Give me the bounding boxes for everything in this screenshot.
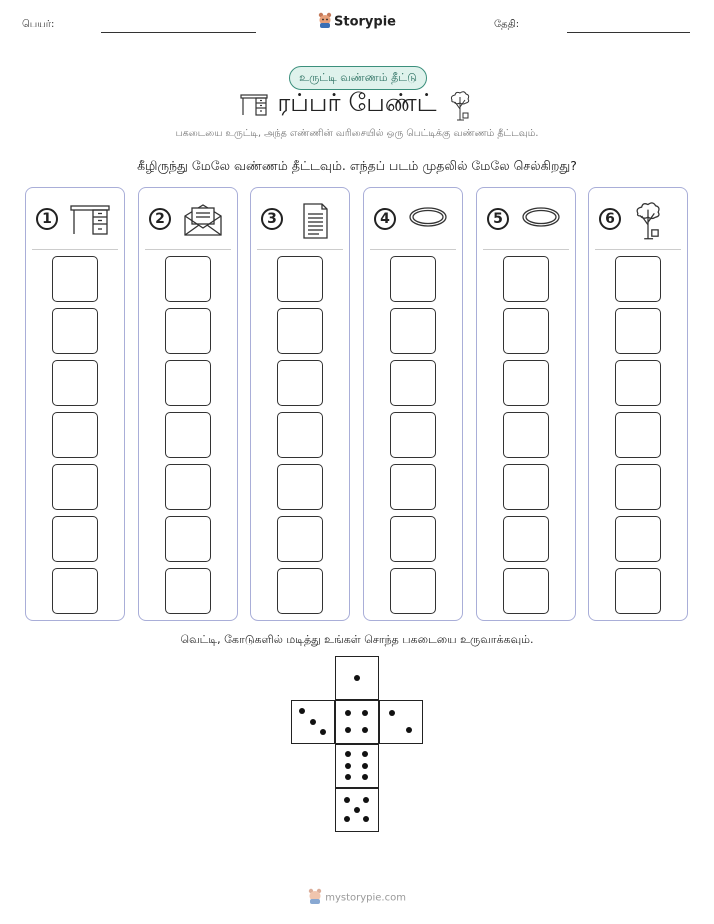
color-box[interactable]: [503, 308, 549, 354]
color-box[interactable]: [277, 464, 323, 510]
date-label: தேதி:: [494, 19, 520, 30]
column-divider: [595, 249, 681, 250]
color-box[interactable]: [277, 516, 323, 562]
footer-url: mystorypie.com: [325, 892, 406, 904]
dice-pip: [362, 751, 368, 757]
dice-pip: [363, 797, 369, 803]
dice-face-3: [291, 700, 335, 744]
dice-column-6: [588, 187, 688, 621]
dice-pip: [389, 710, 395, 716]
color-box[interactable]: [503, 464, 549, 510]
color-box[interactable]: [277, 360, 323, 406]
dice-pip: [362, 763, 368, 769]
color-box[interactable]: [615, 256, 661, 302]
color-box[interactable]: [52, 412, 98, 458]
color-box[interactable]: [52, 568, 98, 614]
dice-face-5: [335, 788, 379, 832]
dice-face-1: [335, 656, 379, 700]
color-box[interactable]: [390, 256, 436, 302]
color-box[interactable]: [615, 360, 661, 406]
dice-pip: [354, 675, 360, 681]
dice-column-2: [138, 187, 238, 621]
color-box[interactable]: [390, 568, 436, 614]
brand-logo: [0, 12, 714, 32]
color-box[interactable]: [277, 412, 323, 458]
color-box[interactable]: [165, 360, 211, 406]
color-box[interactable]: [165, 568, 211, 614]
dice-pip: [345, 763, 351, 769]
color-box[interactable]: [503, 412, 549, 458]
color-box[interactable]: [503, 256, 549, 302]
color-box[interactable]: [390, 308, 436, 354]
dice-pip: [320, 729, 326, 735]
dice-face-2: [379, 700, 423, 744]
bear-icon: [308, 888, 322, 907]
color-box[interactable]: [503, 360, 549, 406]
dice-instruction: வெட்டி, கோடுகளில் மடித்து உங்கள் சொந்த பகடையை உருவாக்கவும்.: [180, 633, 534, 646]
dice-column-1: [25, 187, 125, 621]
name-label: பெயர்:: [22, 19, 55, 30]
page-title: ரப்பர் பேண்ட்: [277, 88, 437, 117]
column-number: 2: [149, 208, 171, 230]
bear-icon: [318, 12, 332, 32]
column-divider: [32, 249, 118, 250]
dice-column-4: [363, 187, 463, 621]
question-text: கீழிருந்து மேலே வண்ணம் தீட்டவும். எந்தப் படம் முதலில் மேலே செல்கிறது?: [137, 158, 577, 173]
color-box[interactable]: [390, 516, 436, 562]
dice-pip: [354, 807, 360, 813]
envelope-icon: [181, 202, 225, 238]
name-line[interactable]: [101, 32, 256, 33]
color-box[interactable]: [165, 308, 211, 354]
column-number: 6: [599, 208, 621, 230]
color-box[interactable]: [503, 568, 549, 614]
dice-pip: [310, 719, 316, 725]
color-box[interactable]: [390, 464, 436, 510]
dice-pip: [344, 816, 350, 822]
rubber-band-icon: [406, 202, 450, 238]
color-box[interactable]: [390, 360, 436, 406]
tree-icon: [631, 202, 675, 238]
activity-pill: உருட்டி வண்ணம் தீட்டு: [289, 66, 427, 90]
color-box[interactable]: [615, 464, 661, 510]
color-box[interactable]: [165, 464, 211, 510]
dice-pip: [406, 727, 412, 733]
column-number: 5: [487, 208, 509, 230]
color-box[interactable]: [52, 360, 98, 406]
column-number: 3: [261, 208, 283, 230]
column-divider: [145, 249, 231, 250]
color-box[interactable]: [165, 256, 211, 302]
dice-pip: [299, 708, 305, 714]
color-box[interactable]: [52, 516, 98, 562]
color-box[interactable]: [277, 256, 323, 302]
column-number: 4: [374, 208, 396, 230]
color-box[interactable]: [390, 412, 436, 458]
instructions-text: பகடையை உருட்டி, அந்த எண்ணின் வரிசையில் ஒரு பெட்டிக்கு வண்ணம் தீட்டவும்.: [175, 128, 539, 139]
color-box[interactable]: [615, 568, 661, 614]
brand-name: Storypie: [334, 14, 396, 30]
column-divider: [257, 249, 343, 250]
color-box[interactable]: [503, 516, 549, 562]
color-box[interactable]: [165, 516, 211, 562]
footer: [0, 888, 714, 907]
color-box[interactable]: [615, 308, 661, 354]
dice-pip: [345, 710, 351, 716]
color-box[interactable]: [52, 464, 98, 510]
dice-face-4: [335, 700, 379, 744]
column-divider: [370, 249, 456, 250]
column-number: 1: [36, 208, 58, 230]
dice-pip: [363, 816, 369, 822]
dice-pip: [345, 774, 351, 780]
dice-column-5: [476, 187, 576, 621]
color-box[interactable]: [165, 412, 211, 458]
color-box[interactable]: [52, 308, 98, 354]
dice-pip: [344, 797, 350, 803]
dice-pip: [362, 710, 368, 716]
column-divider: [483, 249, 569, 250]
dice-pip: [345, 727, 351, 733]
tree-icon: [448, 91, 472, 121]
color-box[interactable]: [615, 516, 661, 562]
rubber-band-icon: [519, 202, 563, 238]
dice-pip: [362, 774, 368, 780]
dice-pip: [362, 727, 368, 733]
document-icon: [293, 202, 337, 238]
color-box[interactable]: [277, 308, 323, 354]
dice-face-6: [335, 744, 379, 788]
dice-column-3: [250, 187, 350, 621]
color-box[interactable]: [52, 256, 98, 302]
dice-pip: [345, 751, 351, 757]
desk-icon: [68, 202, 112, 238]
color-box[interactable]: [615, 412, 661, 458]
date-line[interactable]: [567, 32, 690, 33]
color-box[interactable]: [277, 568, 323, 614]
